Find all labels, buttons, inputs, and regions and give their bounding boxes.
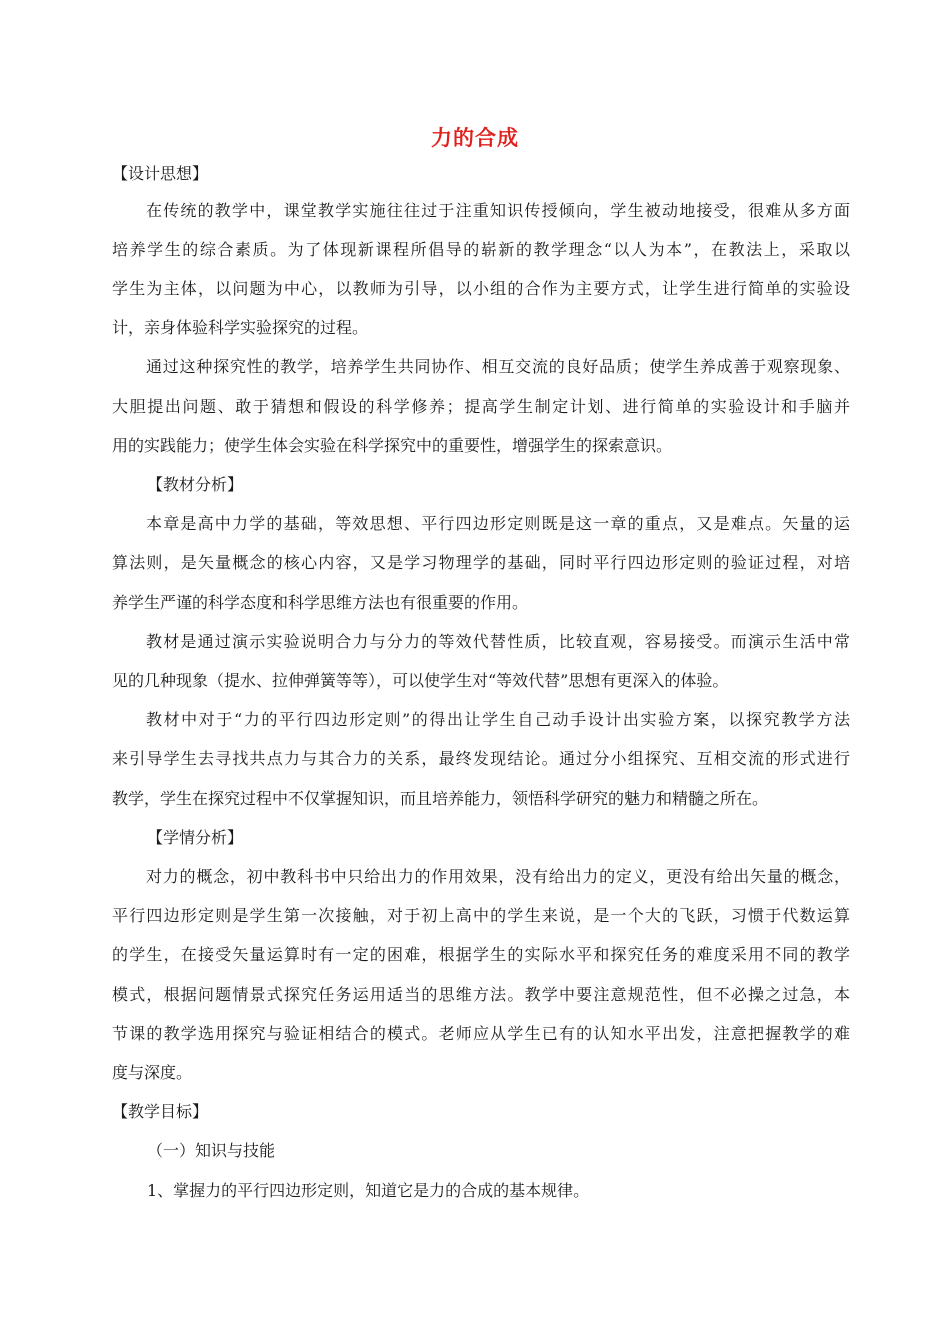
paragraph-line: 来引导学生去寻找共点力与其合力的关系，最终发现结论。通过分小组探究、互相交流的形式进行 — [112, 749, 850, 768]
paragraph-line: 教材是通过演示实验说明合力与分力的等效代替性质，比较直观，容易接受。而演示生活中常 — [146, 632, 850, 651]
paragraph-line: 养学生严谨的科学态度和科学思维方法也有很重要的作用。 — [112, 593, 529, 612]
section-heading-design: 【设计思想】 — [112, 164, 209, 183]
paragraph-line: 教材中对于“力的平行四边形定则”的得出让学生自己动手设计出实验方案，以探究教学方法 — [146, 710, 850, 729]
paragraph-line: 对力的概念，初中教科书中只给出力的作用效果，没有给出力的定义，更没有给出矢量的概念， — [146, 867, 850, 886]
paragraph-line: 节课的教学选用探究与验证相结合的模式。老师应从学生已有的认知水平出发，注意把握教学的难 — [112, 1024, 850, 1043]
paragraph-line: 用的实践能力；使学生体会实验在科学探究中的重要性，增强学生的探索意识。 — [112, 436, 673, 455]
section-heading-goals: 【教学目标】 — [112, 1102, 209, 1121]
paragraph-line: 大胆提出问题、敢于猜想和假设的科学修养；提高学生制定计划、进行简单的实验设计和手脑并 — [112, 397, 850, 416]
paragraph-line: 见的几种现象（提水、拉伸弹簧等等），可以使学生对“等效代替”思想有更深入的体验。 — [112, 671, 729, 690]
paragraph-line: 平行四边形定则是学生第一次接触，对于初上高中的学生来说，是一个大的飞跃，习惯于代数运算 — [112, 906, 850, 925]
paragraph-line: 在传统的教学中，课堂教学实施往往过于注重知识传授倾向，学生被动地接受，很难从多方面 — [146, 201, 850, 220]
section-heading-students: 【学情分析】 — [147, 828, 244, 847]
paragraph-line: 的学生，在接受矢量运算时有一定的困难，根据学生的实际水平和探究任务的难度采用不同的教学 — [112, 945, 850, 964]
paragraph-line: 培养学生的综合素质。为了体现新课程所倡导的崭新的教学理念“以人为本”，在教法上，采取以 — [112, 240, 850, 259]
page-title: 力的合成 — [431, 126, 519, 150]
paragraph-line: 模式，根据问题情景式探究任务运用适当的思维方法。教学中要注意规范性，但不必操之过急，本 — [112, 985, 850, 1004]
paragraph-line: 计，亲身体验科学实验探究的过程。 — [112, 318, 369, 337]
section-heading-textbook: 【教材分析】 — [147, 475, 244, 494]
paragraph-line: 算法则，是矢量概念的核心内容，又是学习物理学的基础，同时平行四边形定则的验证过程，对培 — [112, 553, 850, 572]
paragraph-line: 本章是高中力学的基础，等效思想、平行四边形定则既是这一章的重点，又是难点。矢量的运 — [146, 514, 850, 533]
paragraph-line: 度与深度。 — [112, 1063, 193, 1082]
paragraph-line: 通过这种探究性的教学，培养学生共同协作、相互交流的良好品质；使学生养成善于观察现象、 — [146, 357, 850, 376]
goal-item: 1、掌握力的平行四边形定则，知道它是力的合成的基本规律。 — [147, 1181, 590, 1200]
paragraph-line: 教学，学生在探究过程中不仅掌握知识，而且培养能力，领悟科学研究的魅力和精髓之所在。 — [112, 789, 769, 808]
paragraph-line: 学生为主体，以问题为中心，以教师为引导，以小组的合作为主要方式，让学生进行简单的实验设 — [112, 279, 850, 298]
subsection-heading: （一）知识与技能 — [147, 1141, 276, 1160]
